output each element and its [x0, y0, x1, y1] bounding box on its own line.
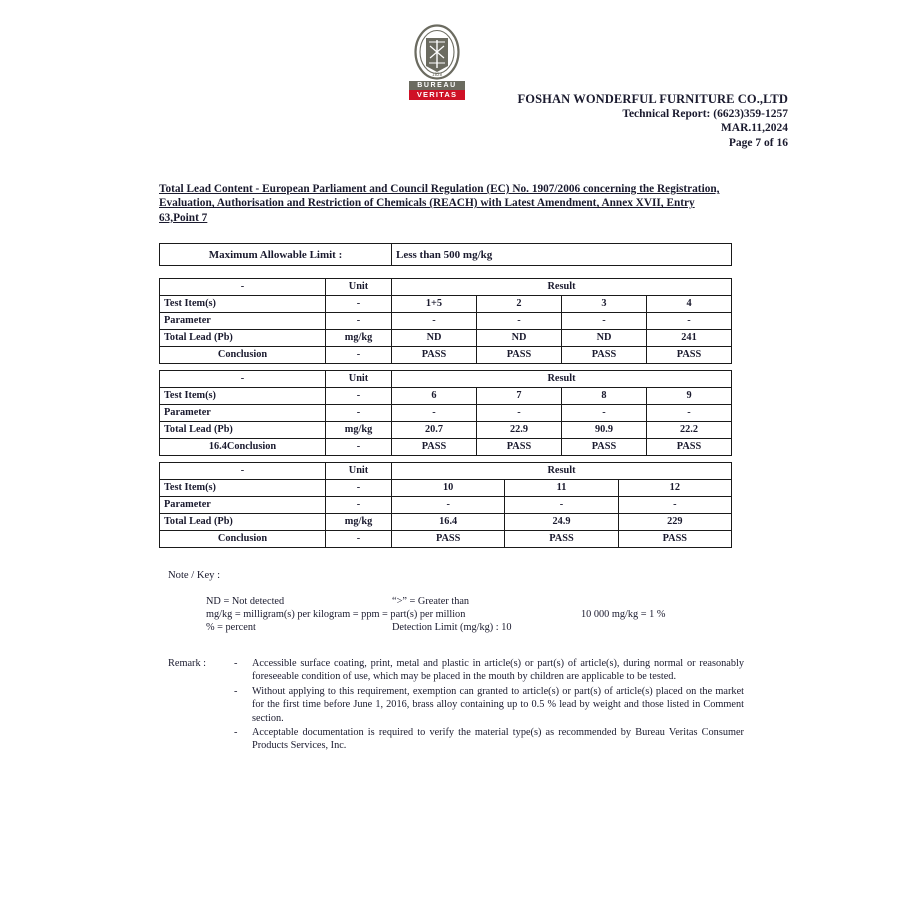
row-unit-cell: - [326, 388, 392, 405]
corner-cell: - [160, 279, 326, 296]
row-value-cell: ND [477, 330, 562, 347]
remark-bullet-dash: - [234, 727, 238, 739]
table-row [160, 405, 732, 422]
row-label-cell: Parameter [160, 497, 326, 514]
row-value-cell: - [477, 405, 562, 422]
row-value-cell: - [647, 405, 732, 422]
remark-label: Remark : [168, 658, 207, 669]
result-table [159, 462, 732, 548]
row-label-cell: Conclusion [160, 347, 326, 364]
row-value-cell: - [392, 497, 505, 514]
note-key-col-c: 10 000 mg/kg = 1 % [581, 609, 666, 621]
row-label-cell: Test Item(s) [160, 296, 326, 313]
row-value-cell: PASS [392, 439, 477, 456]
row-value-cell: - [392, 405, 477, 422]
row-value-cell: ND [392, 330, 477, 347]
note-key-col-b: “>” = Greater than [392, 596, 470, 607]
row-label-cell: Total Lead (Pb) [160, 422, 326, 439]
table-header-row [160, 371, 732, 388]
row-unit-cell: - [326, 313, 392, 330]
row-value-cell: 22.2 [647, 422, 732, 439]
row-value-cell: 22.9 [477, 422, 562, 439]
table-header-row [160, 463, 732, 480]
table-row [160, 497, 732, 514]
report-date: MAR.11,2024 [720, 122, 788, 134]
row-value-cell: 241 [647, 330, 732, 347]
corner-cell: - [160, 463, 326, 480]
note-key-row [206, 595, 768, 608]
page-title: Total Lead Content - European Parliament and Council Regulation (EC) No. 1907/2006 concerning the Registration, Evaluation, Authorisation and Restriction of Chemicals (REACH) with Latest Amendment, Annex XVII, Entry 63,Point 7 [159, 183, 720, 224]
limit-value-cell: Less than 500 mg/kg [392, 244, 732, 266]
remark-bullet-dash: - [234, 685, 238, 697]
note-key-col-a: % = percent [206, 622, 256, 634]
row-value-cell: 90.9 [562, 422, 647, 439]
client-company-name: FOSHAN WONDERFUL FURNITURE CO.,LTD [517, 92, 788, 106]
result-table [159, 278, 732, 364]
table-row [160, 439, 732, 456]
remark-item-text: Accessible surface coating, print, metal and plastic in article(s) or part(s) of article(s), during normal or reasonably foreseeable condition of use, which may be placed in the mouth by children are applicable to be tested. [252, 658, 744, 683]
row-label-cell: Conclusion [160, 531, 326, 548]
row-value-cell: PASS [562, 439, 647, 456]
svg-text:1828: 1828 [431, 72, 443, 77]
remark-item [230, 685, 744, 725]
row-value-cell: 4 [647, 296, 732, 313]
corner-cell: - [160, 371, 326, 388]
row-label-cell: Parameter [160, 313, 326, 330]
note-key-row [206, 608, 768, 621]
bureau-veritas-emblem-icon [414, 24, 460, 80]
row-value-cell: 2 [477, 296, 562, 313]
table-row [160, 514, 732, 531]
remark-section [168, 657, 744, 754]
remark-item-text: Acceptable documentation is required to verify the material type(s) as recommended by Bureau Veritas Consumer Products Services, Inc. [252, 727, 744, 752]
row-unit-cell: - [326, 405, 392, 422]
row-label-cell: Test Item(s) [160, 388, 326, 405]
note-key-section [168, 569, 768, 635]
row-value-cell: - [562, 405, 647, 422]
row-value-cell: 8 [562, 388, 647, 405]
unit-header-cell: Unit [326, 463, 392, 480]
limit-label-cell: Maximum Allowable Limit : [160, 244, 392, 266]
row-label-cell: Total Lead (Pb) [160, 330, 326, 347]
row-unit-cell: mg/kg [326, 422, 392, 439]
result-table [159, 370, 732, 456]
note-key-heading: Note / Key : [168, 570, 221, 581]
row-unit-cell: mg/kg [326, 330, 392, 347]
report-meta-block [518, 92, 788, 150]
row-value-cell: PASS [647, 347, 732, 364]
table-row [160, 422, 732, 439]
unit-header-cell: Unit [326, 279, 392, 296]
table-row [160, 531, 732, 548]
row-value-cell: 6 [392, 388, 477, 405]
remark-item-text: Without applying to this requirement, exemption can granted to article(s) or part(s) of article(s) placed on the market for the first time before June 1, 2016, brass alloy containing up to 0.5 % lead by weight and those listed in Comment section. [252, 685, 744, 724]
remark-item [230, 657, 744, 684]
row-unit-cell: - [326, 531, 392, 548]
row-unit-cell: mg/kg [326, 514, 392, 531]
row-value-cell: - [562, 313, 647, 330]
row-value-cell: ND [562, 330, 647, 347]
row-label-cell: Parameter [160, 405, 326, 422]
table-row [160, 388, 732, 405]
row-value-cell: - [618, 497, 731, 514]
row-value-cell: PASS [618, 531, 731, 548]
maximum-allowable-limit-table [159, 243, 732, 266]
row-unit-cell: - [326, 497, 392, 514]
table-row [160, 330, 732, 347]
row-value-cell: - [647, 313, 732, 330]
row-value-cell: PASS [477, 347, 562, 364]
remark-bullet-dash: - [234, 658, 238, 669]
row-label-cell: Total Lead (Pb) [160, 514, 326, 531]
note-key-col-b: Detection Limit (mg/kg) : 10 [392, 622, 512, 634]
result-header-cell: Result [392, 463, 732, 480]
row-value-cell: 10 [392, 480, 505, 497]
logo-bureau-text: BUREAU [409, 81, 465, 90]
row-unit-cell: - [326, 347, 392, 364]
page-header [0, 0, 900, 155]
row-value-cell: 16.4 [392, 514, 505, 531]
bureau-veritas-logo [406, 24, 468, 100]
row-value-cell: 3 [562, 296, 647, 313]
row-value-cell: PASS [505, 531, 618, 548]
row-unit-cell: - [326, 296, 392, 313]
row-value-cell: 20.7 [392, 422, 477, 439]
unit-header-cell: Unit [326, 371, 392, 388]
row-value-cell: 7 [477, 388, 562, 405]
row-value-cell: 1+5 [392, 296, 477, 313]
row-value-cell: - [477, 313, 562, 330]
logo-veritas-text: VERITAS [409, 90, 465, 100]
row-value-cell: 229 [618, 514, 731, 531]
row-value-cell: - [505, 497, 618, 514]
table-row [160, 244, 732, 266]
row-value-cell: 12 [618, 480, 731, 497]
note-key-row [206, 621, 768, 634]
row-label-cell: Test Item(s) [160, 480, 326, 497]
result-header-cell: Result [392, 279, 732, 296]
logo-wordmark [409, 81, 465, 100]
table-row [160, 313, 732, 330]
result-header-cell: Result [392, 371, 732, 388]
row-value-cell: PASS [392, 347, 477, 364]
row-value-cell: PASS [392, 531, 505, 548]
table-row [160, 480, 732, 497]
note-key-col-a: mg/kg = milligram(s) per kilogram = ppm = part(s) per million [206, 609, 466, 621]
remark-items-list [230, 657, 744, 753]
note-key-rows [206, 595, 768, 635]
remark-item [230, 726, 744, 753]
row-label-cell: 16.4Conclusion [160, 439, 326, 456]
technical-report-number: Technical Report: (6623)359-1257 [622, 107, 788, 120]
table-row [160, 347, 732, 364]
row-value-cell: - [392, 313, 477, 330]
row-value-cell: 11 [505, 480, 618, 497]
row-value-cell: 24.9 [505, 514, 618, 531]
table-row [160, 296, 732, 313]
page-number: Page 7 of 16 [728, 136, 788, 149]
row-value-cell: PASS [647, 439, 732, 456]
row-unit-cell: - [326, 480, 392, 497]
note-key-col-a: ND = Not detected [206, 596, 285, 607]
row-value-cell: PASS [477, 439, 562, 456]
table-header-row [160, 279, 732, 296]
row-value-cell: PASS [562, 347, 647, 364]
row-value-cell: 9 [647, 388, 732, 405]
row-unit-cell: - [326, 439, 392, 456]
